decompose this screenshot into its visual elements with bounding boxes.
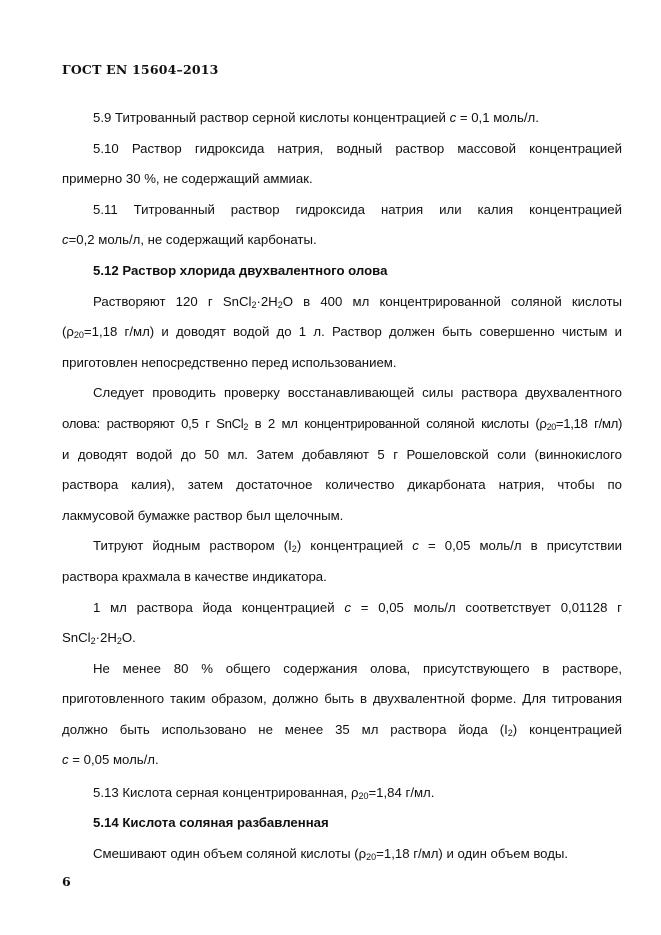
heading-5-14: 5.14 Кислота соляная разбавленная [93,815,329,830]
para-5-12e-line2: приготовленного таким образом, должно быть в двухвалентной форме. Для титрования [62,691,622,706]
para-5-14: Смешивают один объем соляной кислоты ($\rho_{20}=1,18$ г/мл) и один объем воды. [93,846,569,862]
para-5-11-line2: c=0,2 моль/л, не содержащий карбонаты. [62,232,317,247]
para-5-12b-line2: олова: растворяют 0,5 г SnCl$_2$ в 2 мл концентрированной соляной кислоты ($\rho_{20}=1,18$ г/мл) [62,416,623,432]
para-5-12b-line3: и доводят водой до 50 мл. Затем добавляют 5 г Рошеловской соли (виннокислого [62,447,622,462]
para-5-10-line1: 5.10 Раствор гидроксида натрия, водный раствор массовой концентрацией [93,141,622,156]
para-5-12b-line1: Следует проводить проверку восстанавливающей силы раствора двухвалентного [93,385,622,400]
para-5-12d-line2: $SnCl_2\cdot 2H_2O$. [62,630,136,646]
page-number: 6 [62,874,71,889]
heading-5-12: 5.12 Раствор хлорида двухвалентного олова [93,263,388,278]
para-5-12a-line1: Растворяют 120 г $SnCl_2\cdot 2H_2O$ в 400 мл концентрированной соляной кислоты [93,294,622,310]
para-5-12b-line5: лакмусовой бумажке раствор был щелочным. [62,508,344,523]
para-5-12c-line2: раствора крахмала в качестве индикатора. [62,569,327,584]
para-5-12c-line1: Титруют йодным раствором $(I_2)$ концентрацией c = 0,05 моль/л в присутствии [93,538,622,554]
para-5-10-line2: примерно 30 %, не содержащий аммиак. [62,171,313,186]
para-5-12a-line3: приготовлен непосредственно перед использованием. [62,355,397,370]
para-5-11-line1: 5.11 Титрованный раствор гидроксида натрия или калия концентрацией [93,202,622,217]
para-5-12b-line4: раствора калия), затем достаточное количество дикарбоната натрия, чтобы по [62,477,622,492]
document-header: ГОСТ EN 15604–2013 [62,62,219,77]
para-5-13: 5.13 Кислота серная концентрированная, $\rho_{20}=1,84$ г/мл. [93,785,435,801]
para-5-12d-line1: 1 мл раствора йода концентрацией c = 0,05 моль/л соответствует 0,01128 г [93,600,622,615]
para-5-12e-line3: должно быть использовано не менее 35 мл раствора йода $(I_2)$ концентрацией [62,722,622,738]
para-5-12e-line1: Не менее 80 % общего содержания олова, присутствующего в растворе, [93,661,622,676]
para-5-12a-line2: ($\rho_{20}=1,18$ г/мл) и доводят водой до 1 л. Раствор должен быть совершенно чистым и [62,324,622,340]
para-5-12e-line4: c = 0,05 моль/л. [62,752,159,767]
para-5-9: 5.9 Титрованный раствор серной кислоты концентрацией c = 0,1 моль/л. [93,110,539,125]
